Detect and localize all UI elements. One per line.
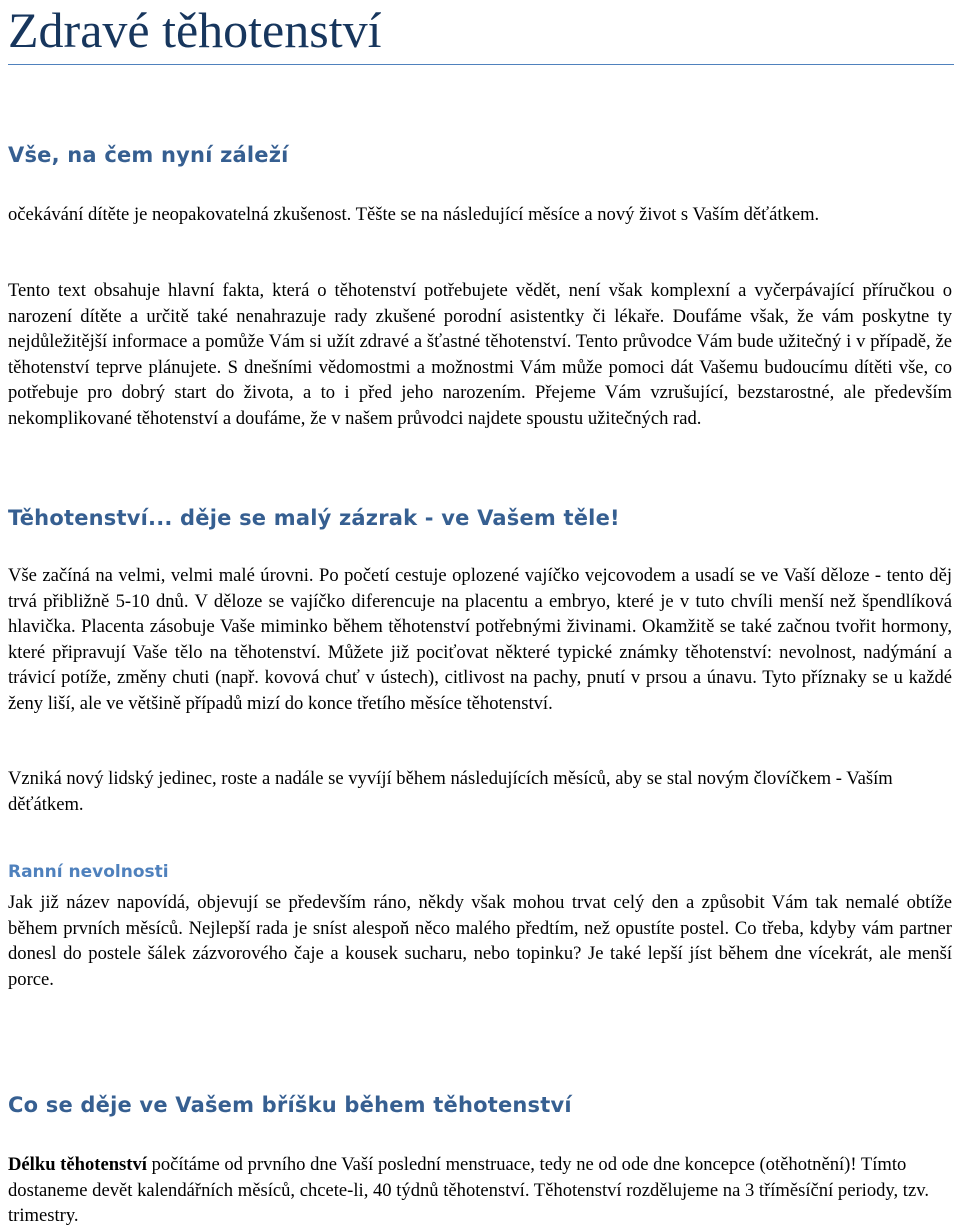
paragraph-new-human: Vzniká nový lidský jedinec, roste a nadále se vyvíjí během následujících měsíců, aby se stal novým človíčkem - Vaším děťátkem. [8, 768, 893, 815]
bold-term-delka: Délku těhotenství [8, 1154, 147, 1175]
section-heading-co-se-deje: Co se děje ve Vašem bříšku během těhotenství [8, 1093, 572, 1117]
paragraph-intro: očekávání dítěte je neopakovatelná zkušenost. Těšte se na následující měsíce a nový život s Vaším děťátkem. [8, 204, 820, 225]
paragraph-guide-purpose: Tento text obsahuje hlavní fakta, která o těhotenství potřebujete vědět, není však komplexní a vyčerpávající příručkou o narození dítěte a určitě také nenahrazuje rady zkušené porodní asistentky či lékaře. Doufáme však, že vám poskytne ty nejdůležitější informace a pomůže Vám si užít zdravé a šťastné těhotenství. Tento průvodce Vám bude užitečný i v případě, že těhotenství teprve plánujete. S dnešními vědomostmi a možnostmi Vám může pomoci dát Vašemu budoucímu dítěti vše, co potřebuje pro dobrý start do života, a to i před jeho narozením. Přejeme Vám vzrušující, bezstarostné, ale především nekomplikované těhotenství a doufáme, že v našem průvodci najdete spoustu užitečných rad. [8, 280, 952, 429]
title-underline [8, 64, 954, 65]
paragraph-morning-sickness: Jak již název napovídá, objevují se především ráno, někdy však mohou trvat celý den a způsobit Vám tak nemalé obtíže během prvních měsíců. Nejlepší rada je sníst alespoň něco malého předtím, než opustíte postel. Co třeba, kdyby vám partner donesl do postele šálek zázvorového čaje a kousek sucharu, nebo topinku? Je také lepší jíst během dne vícekrát, ale menší porce. [8, 892, 952, 990]
paragraph-early-development: Vše začíná na velmi, velmi malé úrovni. Po početí cestuje oplozené vajíčko vejcovodem a usadí se ve Vaší děloze - tento děj trvá přibližně 5-10 dnů. V děloze se vajíčko diferencuje na placentu a embryo, které je v tuto chvíli menší než špendlíková hlavička. Placenta zásobuje Vaše miminko během těhotenství potřebnými živinami. Okamžitě se také začnou tvořit hormony, které připravují Vaše tělo na těhotenství. Můžete již pociťovat některé typické známky těhotenství: nevolnost, nadýmání a trávicí potíže, změny chuti (např. kovová chuť v ústech), citlivost na pachy, pnutí v prsou a únavu. Tyto příznaky se u každé ženy liší, ale ve většině případů mizí do konce třetího měsíce těhotenství. [8, 565, 952, 714]
paragraph-pregnancy-length [8, 1152, 952, 1229]
section-heading-tehotenstvi-zazrak: Těhotenství... děje se malý zázrak - ve Vašem těle! [8, 506, 620, 530]
section-heading-vse-na-cem: Vše, na čem nyní záleží [8, 143, 289, 167]
document-title: Zdravé těhotenství [8, 2, 382, 58]
section-heading-ranni-nevolnosti: Ranní nevolnosti [8, 862, 169, 882]
pregnancy-length-text: počítáme od prvního dne Vaší poslední menstruace, tedy ne od ode dne koncepce (otěhotnění)! Tímto dostaneme devět kalendářních měsíců, chcete-li, 40 týdnů těhotenství. Těhotenství rozdělujeme na 3 tříměsíční periody, tzv. trimestry. [8, 1154, 929, 1226]
